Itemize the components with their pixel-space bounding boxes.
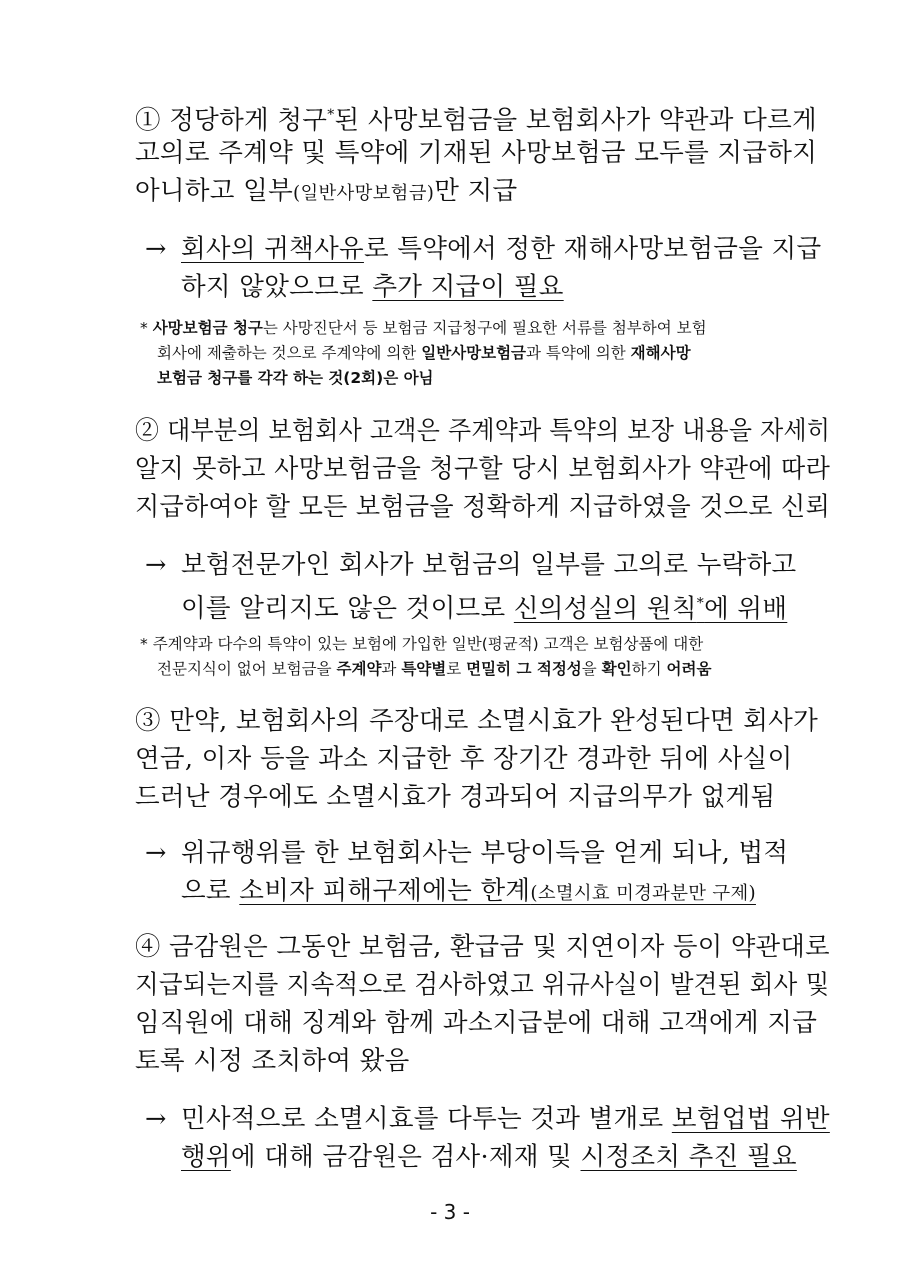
arrow-icon: →	[145, 550, 167, 580]
section-1-footnote-line-3: 보험금 청구를 각각 하는 것(2회)은 아님	[157, 369, 434, 387]
section-3-result-line-1: → 위규행위를 한 보험회사는 부당이득을 얻게 되나, 법적	[145, 838, 789, 868]
section-1-line-1: ① 정당하게 청구*된 사망보험금을 보험회사가 약관과 다르게	[135, 105, 817, 136]
section-1-result-line-1: → 회사의 귀책사유로 특약에서 정한 재해사망보험금을 지급	[145, 234, 822, 264]
section-3-result-line-2: 으로 소비자 피해구제에는 한계(소멸시효 미경과분만 구제)	[181, 876, 756, 906]
section-4-line-3: 임직원에 대해 징계와 함께 과소지급분에 대해 고객에게 지급	[135, 1008, 818, 1038]
section-3-line-3: 드러난 경우에도 소멸시효가 경과되어 지급의무가 없게됨	[135, 782, 776, 812]
section-2-result-line-1: → 보험전문가인 회사가 보험금의 일부를 고의로 누락하고	[145, 550, 797, 580]
section-2-result-line-2: 이를 알리지도 않은 것이므로 신의성실의 원칙*에 위배	[181, 593, 788, 624]
section-4-result-line-1: → 민사적으로 소멸시효를 다투는 것과 별개로 보험업법 위반	[145, 1104, 830, 1134]
section-1-footnote-line-2: 회사에 제출하는 것으로 주계약에 의한 일반사망보험금과 특약에 의한 재해사망	[157, 344, 691, 362]
section-2-line-1: ② 대부분의 보험회사 고객은 주계약과 특약의 보장 내용을 자세히	[135, 416, 831, 446]
section-2-line-2: 알지 못하고 사망보험금을 청구할 당시 보험회사가 약관에 따라	[135, 454, 831, 484]
section-3-line-1: ③ 만약, 보험회사의 주장대로 소멸시효가 완성된다면 회사가	[135, 706, 819, 736]
section-4-result-line-2: 행위에 대해 금감원은 검사·제재 및 시정조치 추진 필요	[181, 1142, 797, 1172]
section-4-line-1: ④ 금감원은 그동안 보험금, 환급금 및 지연이자 등이 약관대로	[135, 932, 830, 962]
section-1-result-line-2: 하지 않았으므로 추가 지급이 필요	[181, 272, 564, 302]
section-3-line-2: 연금, 이자 등을 과소 지급한 후 장기간 경과한 뒤에 사실이	[135, 744, 793, 774]
arrow-icon: →	[145, 234, 167, 264]
arrow-icon: →	[145, 1104, 167, 1134]
page-number: - 3 -	[430, 1200, 470, 1224]
section-2-footnote-line-2: 전문지식이 없어 보험금을 주계약과 특약별로 면밀히 그 적정성을 확인하기 어려움	[157, 660, 712, 678]
section-4-line-4: 토록 시정 조치하여 왔음	[135, 1046, 410, 1076]
section-2-line-3: 지급하여야 할 모든 보험금을 정확하게 지급하였을 것으로 신뢰	[135, 492, 831, 522]
section-1-line-3: 아니하고 일부(일반사망보험금)만 지급	[135, 176, 518, 206]
section-4-line-2: 지급되는지를 지속적으로 검사하였고 위규사실이 발견된 회사 및	[135, 970, 830, 1000]
section-2-footnote-line-1: * 주계약과 다수의 특약이 있는 보험에 가입한 일반(평균적) 고객은 보험상품에 대한	[140, 635, 704, 653]
section-1-footnote-line-1: * 사망보험금 청구는 사망진단서 등 보험금 지급청구에 필요한 서류를 첨부하여 보험	[140, 319, 707, 337]
arrow-icon: →	[145, 838, 167, 868]
section-1-line-2: 고의로 주계약 및 특약에 기재된 사망보험금 모두를 지급하지	[135, 138, 818, 168]
